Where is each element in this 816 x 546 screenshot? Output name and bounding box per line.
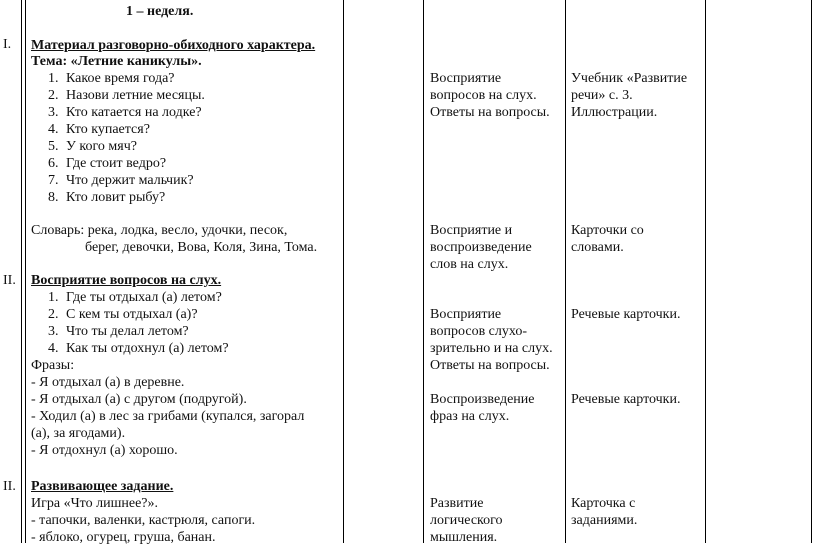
block1-topic: Тема: «Летние каникулы». — [31, 54, 202, 69]
block2-material-a-1: Речевые карточки. — [571, 307, 681, 322]
block2-heading: Восприятие вопросов на слух. — [31, 273, 222, 288]
table-border-6 — [705, 0, 706, 543]
block1-activity-b-3: слов на слух. — [430, 257, 509, 272]
section-numeral-2: II. — [3, 273, 16, 288]
block2-question-2: 2. С кем ты отдыхал (а)? — [48, 307, 198, 322]
block1-question-1: 1. Какое время года? — [48, 71, 175, 86]
block1-question-7: 7. Что держит мальчик? — [48, 173, 194, 188]
block1-material-a-2: речи» с. 3. — [571, 88, 633, 103]
block3-activity-3: мышления. — [430, 530, 498, 545]
block1-heading: Материал разговорно-обиходного характера. — [31, 38, 316, 53]
block1-vocab-line-1: Словарь: река, лодка, весло, удочки, песок, — [31, 223, 288, 238]
block2-material-b-1: Речевые карточки. — [571, 392, 681, 407]
block1-question-2: 2. Назови летние месяцы. — [48, 88, 205, 103]
block2-activity-a-4: Ответы на вопросы. — [430, 358, 550, 373]
table-border-2 — [25, 0, 26, 543]
block1-activity-b-1: Восприятие и — [430, 223, 513, 238]
section-numeral-1: I. — [3, 37, 12, 52]
block3-activity-2: логического — [430, 513, 503, 528]
block1-material-b-1: Карточки со — [571, 223, 644, 238]
block2-activity-a-2: вопросов слухо- — [430, 324, 528, 339]
block3-material-2: заданиями. — [571, 513, 638, 528]
block2-phrase-1: - Я отдыхал (а) в деревне. — [31, 375, 185, 390]
block2-phrase-3: - Ходил (а) в лес за грибами (купался, загорал — [31, 409, 305, 424]
block3-line-3: - яблоко, огурец, груша, банан. — [31, 530, 216, 545]
table-border-4 — [423, 0, 424, 543]
block2-question-4: 4. Как ты отдохнул (а) летом? — [48, 341, 229, 356]
block1-question-6: 6. Где стоит ведро? — [48, 156, 167, 171]
table-border-3 — [343, 0, 344, 543]
block1-question-8: 8. Кто ловит рыбу? — [48, 190, 166, 205]
block1-activity-a-2: вопросов на слух. — [430, 88, 537, 103]
block1-activity-a-3: Ответы на вопросы. — [430, 105, 550, 120]
block3-material-1: Карточка с — [571, 496, 636, 511]
block2-activity-a-1: Восприятие — [430, 307, 502, 322]
block1-material-a-3: Иллюстрации. — [571, 105, 658, 120]
block2-phrase-4: (а), за ягодами). — [31, 426, 126, 441]
week-title: 1 – неделя. — [126, 4, 194, 19]
block1-material-b-2: словами. — [571, 240, 624, 255]
block1-activity-b-2: воспроизведение — [430, 240, 532, 255]
block1-material-a-1: Учебник «Развитие — [571, 71, 688, 86]
block2-question-1: 1. Где ты отдыхал (а) летом? — [48, 290, 222, 305]
block2-activity-a-3: зрительно и на слух. — [430, 341, 553, 356]
block2-question-3: 3. Что ты делал летом? — [48, 324, 189, 339]
block1-question-5: 5. У кого мяч? — [48, 139, 137, 154]
table-border-5 — [565, 0, 566, 543]
block2-activity-b-2: фраз на слух. — [430, 409, 510, 424]
table-border-1 — [21, 0, 22, 543]
block3-line-1: Игра «Что лишнее?». — [31, 496, 158, 511]
block1-question-3: 3. Кто катается на лодке? — [48, 105, 202, 120]
block2-phrase-2: - Я отдыхал (а) с другом (подругой). — [31, 392, 247, 407]
block1-vocab-line-2: берег, девочки, Вова, Коля, Зина, Тома. — [85, 240, 318, 255]
block2-phrases-label: Фразы: — [31, 358, 75, 373]
block1-activity-a-1: Восприятие — [430, 71, 502, 86]
block2-phrase-5: - Я отдохнул (а) хорошо. — [31, 443, 178, 458]
block3-activity-1: Развитие — [430, 496, 484, 511]
table-border-7 — [811, 0, 812, 543]
block3-line-2: - тапочки, валенки, кастрюля, сапоги. — [31, 513, 256, 528]
block1-question-4: 4. Кто купается? — [48, 122, 150, 137]
section-numeral-3: II. — [3, 479, 16, 494]
block2-activity-b-1: Воспроизведение — [430, 392, 535, 407]
block3-heading: Развивающее задание. — [31, 479, 174, 494]
